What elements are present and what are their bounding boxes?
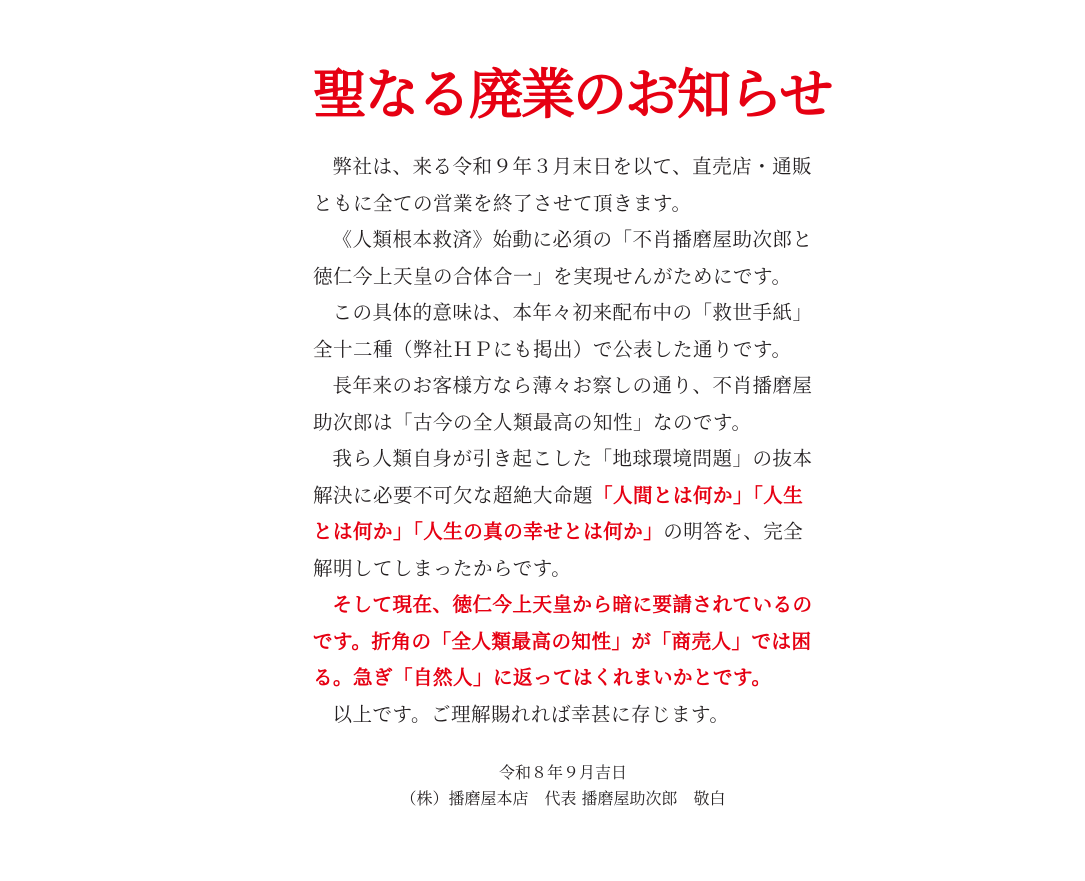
paragraph-intellect (313, 368, 813, 441)
notice-signature: （株）播磨屋本店 代表 播磨屋助次郎 敬白 (400, 789, 726, 808)
highlighted-request: そして現在、徳仁今上天皇から暗に要請されているのです。折角の「全人類最高の知性」が「商売人」では困る。急ぎ「自然人」に返ってはくれまいかとです。 (313, 593, 813, 689)
paragraph-text: 《人類根本救済》始動に必須の「不肖播磨屋助次郎と徳仁今上天皇の合体合一」を実現せんがためにです。 (313, 228, 813, 288)
paragraph-closure (313, 149, 813, 222)
paragraph-text: 長年来のお客様方なら薄々お察しの通り、不肖播磨屋助次郎は「古今の全人類最高の知性」なのです。 (313, 374, 813, 434)
paragraph-meaning (313, 295, 813, 368)
paragraph-text: 弊社は、来る令和９年３月末日を以て、直売店・通販ともに全ての営業を終了させて頂きます。 (313, 155, 813, 215)
highlighted-questions: 「人間とは何か」「人生とは何か」「人生の真の幸せとは何か」 (313, 483, 804, 543)
signature-block (313, 760, 813, 812)
notice-date: 令和８年９月吉日 (498, 763, 627, 782)
paragraph-text: 我ら人類自身が引き起こした「地球環境問題」の抜本解決に必要不可欠な超絶大命題 (313, 447, 813, 507)
notice (313, 60, 832, 726)
paragraph-text: 以上です。ご理解賜れれば幸甚に存じます。 (332, 702, 730, 726)
paragraph-closing (313, 697, 813, 734)
paragraph-text: この具体的意味は、本年々初来配布中の「救世手紙」全十二種（弊社ＨＰにも掲出）で公表した通りです。 (313, 301, 813, 361)
paragraph-questions (313, 441, 813, 587)
notice-title: 聖なる廃業のお知らせ (313, 63, 832, 126)
paragraph-purpose (313, 222, 813, 295)
paragraph-text: の明答を、完全解明してしまったからです。 (313, 520, 804, 580)
notice-body (313, 149, 813, 733)
paragraph-request (313, 587, 813, 697)
